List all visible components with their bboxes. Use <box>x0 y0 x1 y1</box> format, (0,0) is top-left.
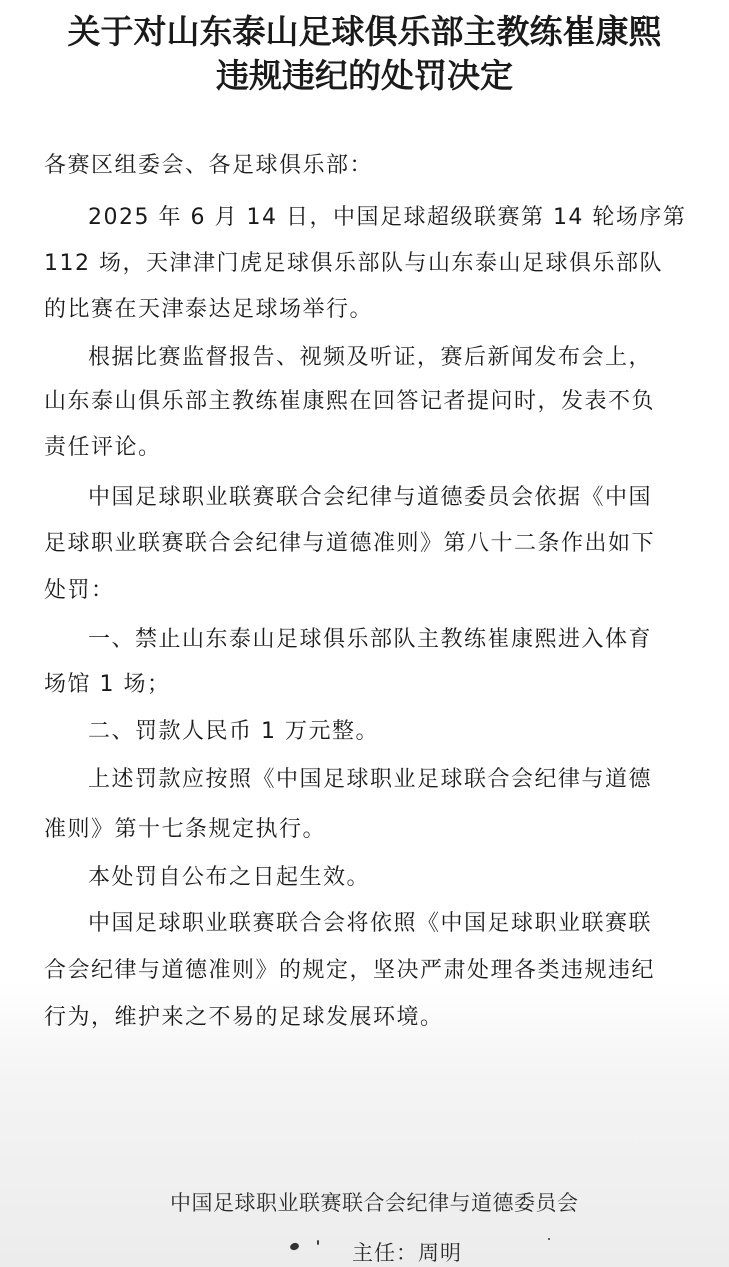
body-line: 足球职业联赛联合会纪律与道德准则》第八十二条作出如下 <box>44 531 656 556</box>
body-line: 行为，维护来之不易的足球发展环境。 <box>44 1005 444 1030</box>
body-line: 上述罚款应按照《中国足球职业足球联合会纪律与道德 <box>88 767 653 792</box>
body-line: 责任评论。 <box>44 435 162 460</box>
body-line: 的比赛在天津泰达足球场举行。 <box>44 297 374 322</box>
body-line: 准则》第十七条规定执行。 <box>44 817 327 842</box>
signature-director: 主任：周明 <box>352 1241 462 1265</box>
body-line: 一、禁止山东泰山足球俱乐部队主教练崔康熙进入体育 <box>88 627 653 652</box>
salutation: 各赛区组委会、各足球俱乐部： <box>44 153 374 178</box>
document-title-line-2: 违规违纪的处罚决定 <box>216 56 513 95</box>
body-line: 二、罚款人民币 1 万元整。 <box>88 719 379 744</box>
body-line: 合会纪律与道德准则》的规定，坚决严肃处理各类违规违纪 <box>44 958 656 983</box>
ink-smudge <box>548 1238 550 1240</box>
body-line: 本处罚自公布之日起生效。 <box>88 865 371 890</box>
body-line: 112 场，天津津门虎足球俱乐部队与山东泰山足球俱乐部队 <box>44 251 663 276</box>
signature-organization: 中国足球职业联赛联合会纪律与道德委员会 <box>170 1191 579 1215</box>
body-line: 处罚： <box>44 578 115 603</box>
body-line: 中国足球职业联赛联合会将依照《中国足球职业联赛联 <box>88 911 653 936</box>
ink-smudge <box>289 1242 300 1252</box>
ink-smudge <box>317 1240 319 1245</box>
body-line: 根据比赛监督报告、视频及听证，赛后新闻发布会上， <box>88 345 653 370</box>
body-line: 场馆 1 场； <box>44 672 171 697</box>
body-line: 山东泰山俱乐部主教练崔康熙在回答记者提问时，发表不负 <box>44 389 656 414</box>
body-line: 2025 年 6 月 14 日，中国足球超级联赛第 14 轮场序第 <box>88 205 687 230</box>
document-title-line-1: 关于对山东泰山足球俱乐部主教练崔康熙 <box>67 12 662 51</box>
body-line: 中国足球职业联赛联合会纪律与道德委员会依据《中国 <box>88 485 653 510</box>
